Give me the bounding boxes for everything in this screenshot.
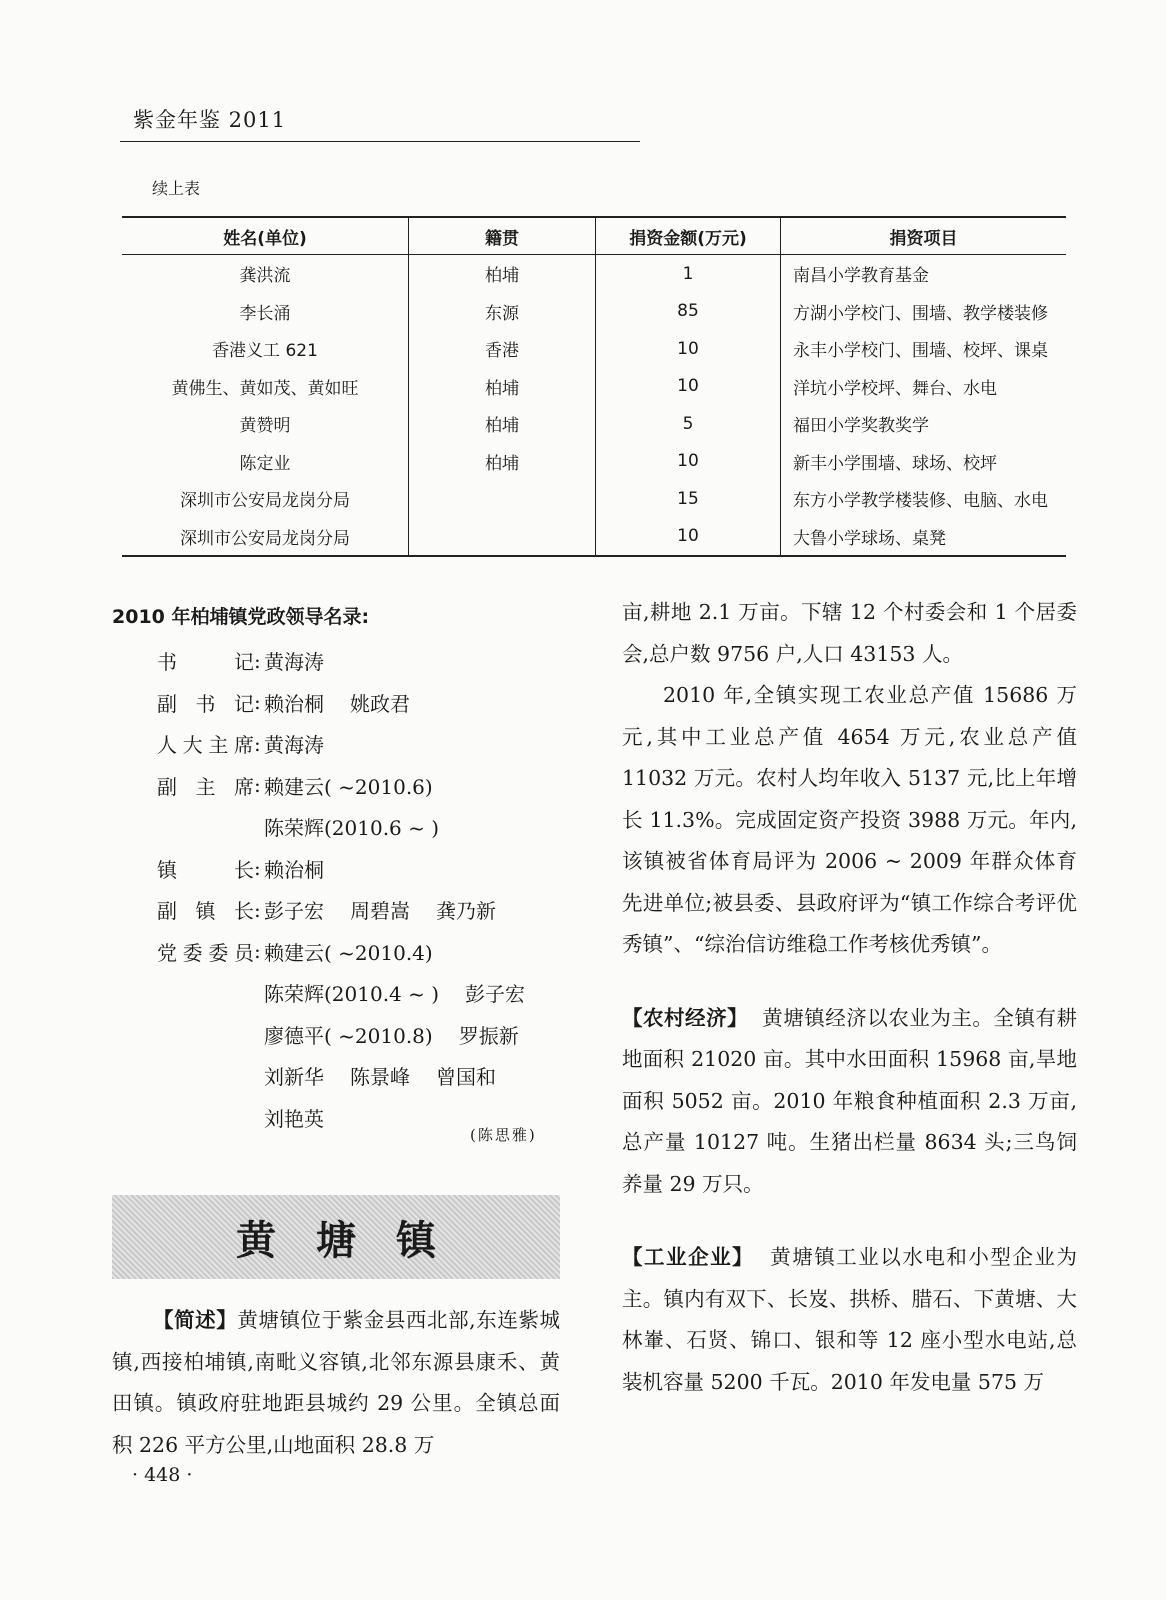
page-number: · 448 · [132, 1464, 193, 1486]
table-row [122, 443, 1066, 481]
cell-project: 永丰小学校门、围墙、校坪、课桌 [793, 341, 1048, 362]
role-separator: : [254, 731, 261, 756]
leader-name: 陈荣辉(2010.6 ~ ) [264, 816, 440, 841]
table-caption: 续上表 [152, 179, 201, 198]
overview-paragraph-2: 2010 年,全镇实现工农业总产值 15686 万元,其中工业总产值 4654 万元,农业总产值 11032 万元。农村人均年收入 5137 元,比上年增长 11.3%。完成固定资产投资 3988 万元。年内,该镇被省体育局评为 2006 ~ 2009 年群众体育先进单位;被县委、县政府评为“镇工作综合考评优秀镇”、“综治信访维稳工作考核优秀镇”。 [622, 683, 1077, 956]
industry-label: 【工业企业】 [622, 1245, 755, 1269]
cell-amount: 5 [596, 405, 781, 443]
author-signature: (陈思雅) [470, 1126, 537, 1144]
cell-project: 大鲁小学球场、桌凳 [793, 528, 946, 549]
leader-name: 刘新华 [264, 1065, 324, 1090]
cell-amount: 10 [596, 368, 781, 406]
right-column [622, 592, 1077, 1403]
leader-role: 党 委 委 员 [157, 940, 254, 965]
cell-project: 福田小学奖教奖学 [793, 416, 929, 437]
leader-names [262, 895, 564, 924]
leader-row [112, 931, 564, 973]
leader-role: 人 大 主 席 [157, 733, 254, 758]
leader-row [112, 1014, 564, 1056]
cell-project: 方湖小学校门、围墙、教学楼装修 [793, 303, 1048, 324]
cell-origin: 柏埔 [409, 368, 596, 406]
leader-name: 黄海涛 [264, 733, 324, 758]
table-row [122, 368, 1066, 406]
leader-name: 廖德平( ~2010.8) [264, 1023, 433, 1048]
town-name: 黄塘镇 [236, 1217, 476, 1264]
cell-amount: 10 [596, 330, 781, 368]
leader-role: 副 主 席 [157, 774, 254, 799]
cell-origin [409, 480, 596, 518]
cell-project: 南昌小学教育基金 [793, 266, 929, 287]
role-separator: : [254, 897, 261, 922]
leader-name: 黄海涛 [264, 650, 324, 675]
cell-name: 香港义工 621 [122, 330, 409, 368]
cell-origin: 香港 [409, 330, 596, 368]
leader-names [262, 1061, 564, 1090]
table-row [122, 480, 1066, 518]
leader-names [262, 978, 564, 1007]
cell-amount: 85 [596, 293, 781, 331]
leader-names [262, 646, 564, 675]
role-separator: : [254, 773, 261, 798]
leader-names [262, 688, 564, 717]
leader-name: 彭子宏 [264, 899, 324, 924]
role-separator: : [254, 856, 261, 881]
cell-project: 洋坑小学校坪、舞台、水电 [793, 378, 997, 399]
overview-continued: 亩,耕地 2.1 万亩。下辖 12 个村委会和 1 个居委会,总户数 9756 户,人口 43153 人。 [622, 600, 1077, 666]
left-column [112, 602, 564, 1138]
role-separator: : [254, 939, 261, 964]
leader-list [112, 640, 564, 1138]
leader-name: 刘艳英 [264, 1106, 324, 1131]
leader-row [112, 806, 564, 848]
town-section-heading [112, 1195, 560, 1279]
donation-table [122, 216, 1066, 557]
cell-amount: 10 [596, 443, 781, 481]
cell-name: 深圳市公安局龙岗分局 [122, 518, 409, 557]
leader-name: 陈荣辉(2010.4 ~ ) [264, 982, 440, 1007]
rural-economy-text: 黄塘镇经济以农业为主。全镇有耕地面积 21020 亩。其中水田面积 15968 亩,旱地面积 5052 亩。2010 年粮食种植面积 2.3 万亩,总产量 10127 吨。生猪出栏量 8634 头;三鸟饲养量 29 万只。 [622, 1005, 1077, 1196]
leader-name: 陈景峰 [350, 1065, 410, 1090]
leader-role: 镇 长 [157, 857, 254, 882]
leader-names [262, 937, 564, 966]
cell-name: 黄赞明 [122, 405, 409, 443]
industry-paragraph [622, 1237, 1077, 1403]
cell-amount: 10 [596, 518, 781, 557]
cell-amount: 1 [596, 255, 781, 293]
column-header-amount: 捐资金额(万元) [596, 217, 781, 255]
leader-row [112, 765, 564, 807]
leader-names [262, 1020, 564, 1049]
leader-name: 赖治桐 [264, 691, 324, 716]
leader-row [112, 640, 564, 682]
overview-text: 黄塘镇位于紫金县西北部,东连紫城镇,西接柏埔镇,南毗义容镇,北邻东源县康禾、黄田镇。镇政府驻地距县城约 29 公里。全镇总面积 226 平方公里,山地面积 28.8 万 [112, 1308, 560, 1457]
leader-role: 副 镇 长 [157, 899, 254, 924]
table-row [122, 405, 1066, 443]
cell-project: 东方小学教学楼装修、电脑、水电 [793, 491, 1048, 512]
overview-block [112, 1300, 560, 1466]
leader-row [112, 723, 564, 765]
overview-label: 【简述】 [153, 1308, 238, 1332]
cell-origin: 东源 [409, 293, 596, 331]
leader-name: 彭子宏 [465, 982, 526, 1007]
table-row [122, 255, 1066, 293]
leader-name: 周碧嵩 [350, 899, 410, 924]
rural-economy-paragraph [622, 998, 1077, 1206]
table-row [122, 293, 1066, 331]
leader-name: 赖治桐 [264, 857, 324, 882]
leaders-title: 2010 年柏埔镇党政领导名录: [112, 606, 370, 628]
leader-row [112, 1055, 564, 1097]
leader-names [262, 812, 564, 841]
cell-origin: 柏埔 [409, 443, 596, 481]
leader-name: 曾国和 [436, 1065, 496, 1090]
cell-name: 深圳市公安局龙岗分局 [122, 480, 409, 518]
leader-names [262, 729, 564, 758]
column-header-origin: 籍贯 [409, 217, 596, 255]
running-title: 紫金年鉴 2011 [133, 108, 287, 132]
role-separator: : [254, 648, 261, 673]
leader-row [112, 972, 564, 1014]
rural-economy-label: 【农村经济】 [622, 1005, 749, 1030]
leader-names [262, 854, 564, 883]
leader-role: 副 书 记 [157, 691, 254, 716]
column-header-name: 姓名(单位) [122, 217, 409, 255]
table-row [122, 518, 1066, 557]
cell-name: 龚洪流 [122, 255, 409, 293]
leader-row [112, 682, 564, 724]
cell-origin [409, 518, 596, 557]
cell-origin: 柏埔 [409, 405, 596, 443]
cell-amount: 15 [596, 480, 781, 518]
cell-name: 黄佛生、黄如茂、黄如旺 [122, 368, 409, 406]
leader-name: 赖建云( ~2010.6) [264, 774, 433, 799]
cell-project: 新丰小学围墙、球场、校坪 [793, 453, 997, 474]
role-separator: : [254, 690, 261, 715]
table-row [122, 330, 1066, 368]
leader-row [112, 889, 564, 931]
cell-name: 陈定业 [122, 443, 409, 481]
cell-origin: 柏埔 [409, 255, 596, 293]
cell-name: 李长涌 [122, 293, 409, 331]
leader-name: 罗振新 [458, 1023, 519, 1048]
table-header-row [122, 217, 1066, 255]
leader-name: 龚乃新 [436, 899, 496, 924]
column-header-project: 捐资项目 [781, 217, 1067, 255]
leader-row [112, 848, 564, 890]
industry-text: 黄塘镇工业以水电和小型企业为主。镇内有双下、长岌、拱桥、腊石、下黄塘、大林輋、石贤、锦口、银和等 12 座小型水电站,总装机容量 5200 千瓦。2010 年发电量 575 万 [622, 1245, 1077, 1394]
leader-names [262, 771, 564, 800]
overview-paragraph [112, 1300, 560, 1466]
leader-name: 姚政君 [350, 691, 410, 716]
header-rule [120, 141, 640, 142]
leader-role: 书 记 [157, 650, 254, 675]
leader-name: 赖建云( ~2010.4) [264, 940, 433, 965]
